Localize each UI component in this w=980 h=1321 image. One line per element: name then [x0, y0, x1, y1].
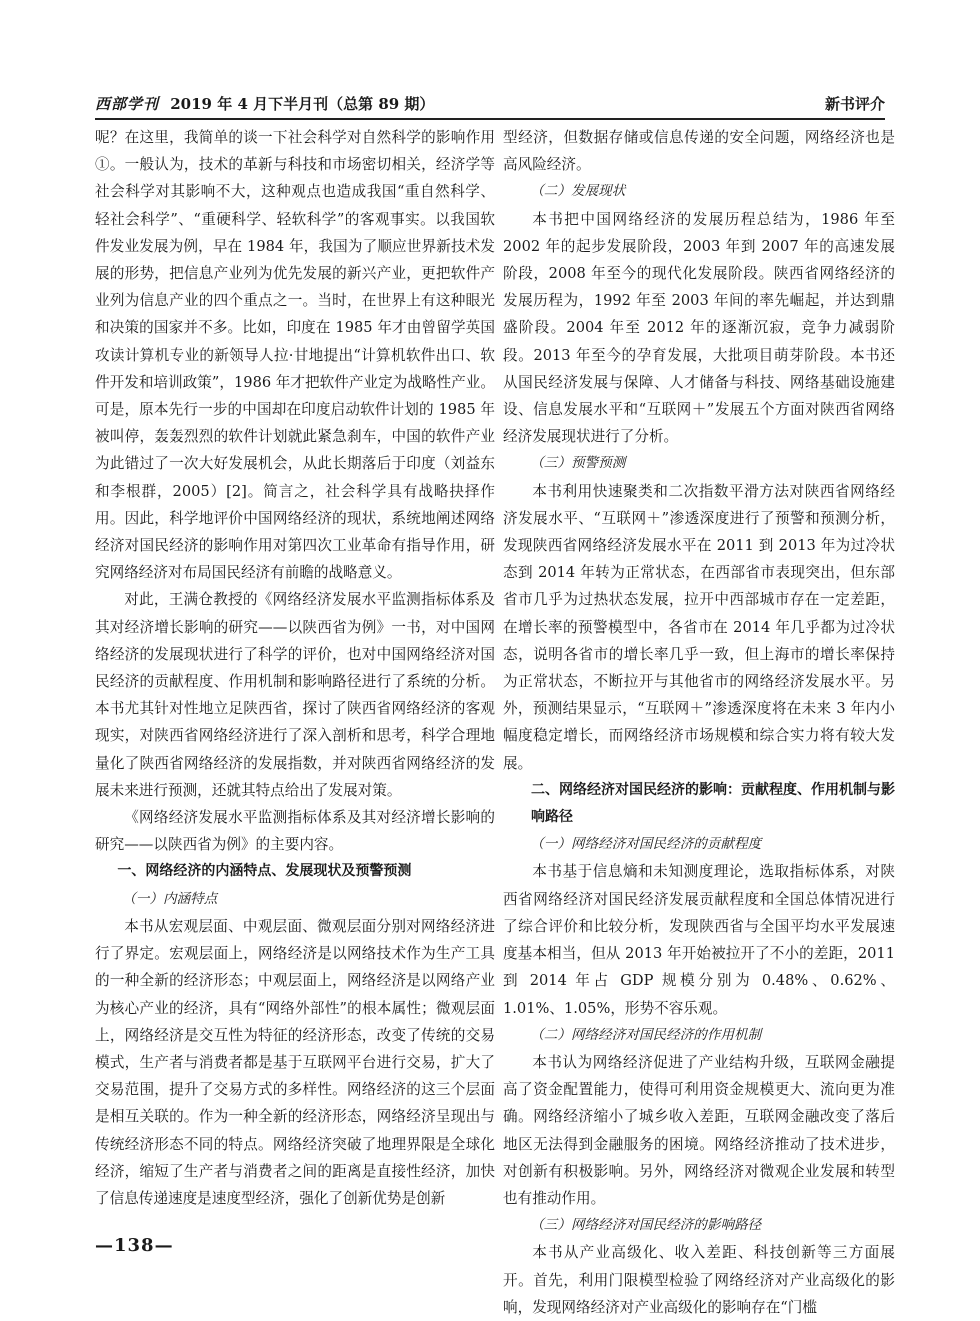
- section-title: 新书评介: [824, 95, 885, 113]
- paragraph: 本书利用快速聚类和二次指数平滑方法对陕西省网络经济发展水平、“互联网＋”渗透深度进行了预警和预测分析，发现陕西省网络经济发展水平在 2011 到 2013 年为过冷状态到 2014 年转为正常状态，在西部省市表现突出，但东部省市几乎为过热状态发展，拉开中西部城市存在一定差距，在增长率的预警模型中，各省市在 2014 年几乎都为过冷状态，说明各省市的增长率几乎一致，但上海市的增长率保持为正常状态，不断拉开与其他省市的网络经济发展水平。另外，预测结果显示，“互联网＋”渗透深度将在未来 3 年内小幅度稳定增长，而网络经济市场规模和综合实力将有较大发展。: [503, 482, 895, 772]
- paragraph: 对此，王满仓教授的《网络经济发展水平监测指标体系及其对经济增长影响的研究——以陕西省为例》一书，对中国网络经济的发展现状进行了科学的评价，也对中国网络经济对国民经济的贡献程度、作用机制和影响路径进行了系统的分析。本书尤其针对性地立足陕西省，探讨了陕西省网络经济的客观现实，对陕西省网络经济进行了深入剖析和思考，科学合理地量化了陕西省网络经济的发展指数，并对陕西省网络经济的发展未来进行预测，还就其特点给出了发展对策。: [95, 591, 495, 799]
- paragraph: 《网络经济发展水平监测指标体系及其对经济增长影响的研究——以陕西省为例》的主要内容。: [95, 809, 495, 854]
- subsection-heading: （三）网络经济对国民经济的影响路径: [530, 1217, 762, 1234]
- subsection-heading: （一）内涵特点: [122, 890, 218, 907]
- paragraph: 本书从产业高级化、收入差距、科技创新等三方面展开。首先，利用门限模型检验了网络经济对产业高级化的影响，发现网络经济对产业高级化的影响存在“门槛: [503, 1244, 895, 1316]
- running-header: [95, 92, 885, 114]
- paragraph: 型经济，但数据存储或信息传递的安全问题，网络经济也是高风险经济。: [503, 129, 895, 174]
- paragraph: 本书基于信息熵和未知测度理论，选取指标体系，对陕西省网络经济对国民经济发展贡献程度和全国总体情况进行了综合评价和比较分析，发现陕西省与全国平均水平发展速度基本相当，但从 2013 年开始被拉开了不小的差距，2011 到 2014 年占 GDP 规模分别为 0.48%、0.62%、1.01%、1.05%，形势不容乐观。: [503, 863, 895, 1017]
- paragraph: 本书认为网络经济促进了产业结构升级，互联网金融提高了资金配置能力，使得可利用资金规模更大、流向更为准确。网络经济缩小了城乡收入差距，互联网金融改变了落后地区无法得到金融服务的困境。网络经济推动了技术进步，对创新有积极影响。另外，网络经济对微观企业发展和转型也有推动作用。: [503, 1053, 895, 1207]
- right-column: [503, 124, 895, 1321]
- subsection-heading: （二）网络经济对国民经济的作用机制: [530, 1026, 762, 1043]
- journal-logo: 西部学刊: [95, 95, 160, 113]
- issue-info: 2019 年 4 月下半月刊（总第 89 期）: [170, 95, 435, 113]
- paragraph: 本书从宏观层面、中观层面、微观层面分别对网络经济进行了界定。宏观层面上，网络经济是以网络技术作为生产工具的一种全新的经济形态；中观层面上，网络经济是以网络产业为核心产业的经济，具有“网络外部性”的根本属性；微观层面上，网络经济是交互性为特征的经济形态，改变了传统的交易模式，生产者与消费者都是基于互联网平台进行交易，扩大了交易范围，提升了交易方式的多样性。网络经济的这三个层面是相互关联的。作为一种全新的经济形态，网络经济呈现出与传统经济形态不同的特点。网络经济突破了地理界限是全球化经济，缩短了生产者与消费者之间的距离是直接性经济，加快了信息传递速度是速度型经济，强化了创新优势是创新: [95, 917, 495, 1207]
- section-heading: 二、网络经济对国民经济的影响：贡献程度、作用机制与影响路径: [531, 781, 895, 826]
- subsection-heading: （二）发展现状: [530, 183, 626, 200]
- page-number: —138—: [95, 1235, 174, 1256]
- subsection-heading: （一）网络经济对国民经济的贡献程度: [530, 836, 762, 853]
- header-left: [95, 93, 434, 114]
- left-column: [95, 124, 495, 1212]
- subsection-heading: （三）预警预测: [530, 455, 626, 472]
- paragraph: 本书把中国网络经济的发展历程总结为，1986 年至 2002 年的起步发展阶段，2003 年到 2007 年的高速发展阶段，2008 年至今的现代化发展阶段。陕西省网络经济的发展历程为，1992 年至 2003 年间的率先崛起，并达到鼎盛阶段。2004 年至 2012 年的逐渐沉寂，竞争力减弱阶段。2013 年至今的孕育发展，大批项目萌芽阶段。本书还从国民经济发展与保障、人才储备与科技、网络基础设施建设、信息发展水平和“互联网＋”发展五个方面对陕西省网络经济发展现状进行了分析。: [503, 210, 895, 446]
- section-heading: 一、网络经济的内涵特点、发展现状及预警预测: [117, 863, 412, 880]
- header-rule: [95, 118, 885, 120]
- paragraph: 呢？在这里，我简单的谈一下社会科学对自然科学的影响作用①。一般认为，技术的革新与科技和市场密切相关，经济学等社会科学对其影响不大，这种观点也造成我国“重自然科学、轻社会科学”、“重硬科学、轻软科学”的客观事实。以我国软件发业发展为例，早在 1984 年，我国为了顺应世界新技术发展的形势，把信息产业列为优先发展的新兴产业，更把软件产业列为信息产业的四个重点之一。当时，在世界上有这种眼光和决策的国家并不多。比如，印度在 1985 年才由曾留学英国攻读计算机专业的新领导人拉·甘地提出“计算机软件出口、软件开发和培训政策”，1986 年才把软件产业定为战略性产业。可是，原本先行一步的中国却在印度启动软件计划的 1985 年被叫停，轰轰烈烈的软件计划就此紧急刹车，中国的软件产业为此错过了一次大好发展机会，从此长期落后于印度（刘益东和李根群，2005）[2]。简言之，社会科学具有战略抉择作用。因此，科学地评价中国网络经济的现状，系统地阐述网络经济对国民经济的影响作用对第四次工业革命有指导作用，研究网络经济对布局国民经济有前瞻的战略意义。: [95, 129, 495, 582]
